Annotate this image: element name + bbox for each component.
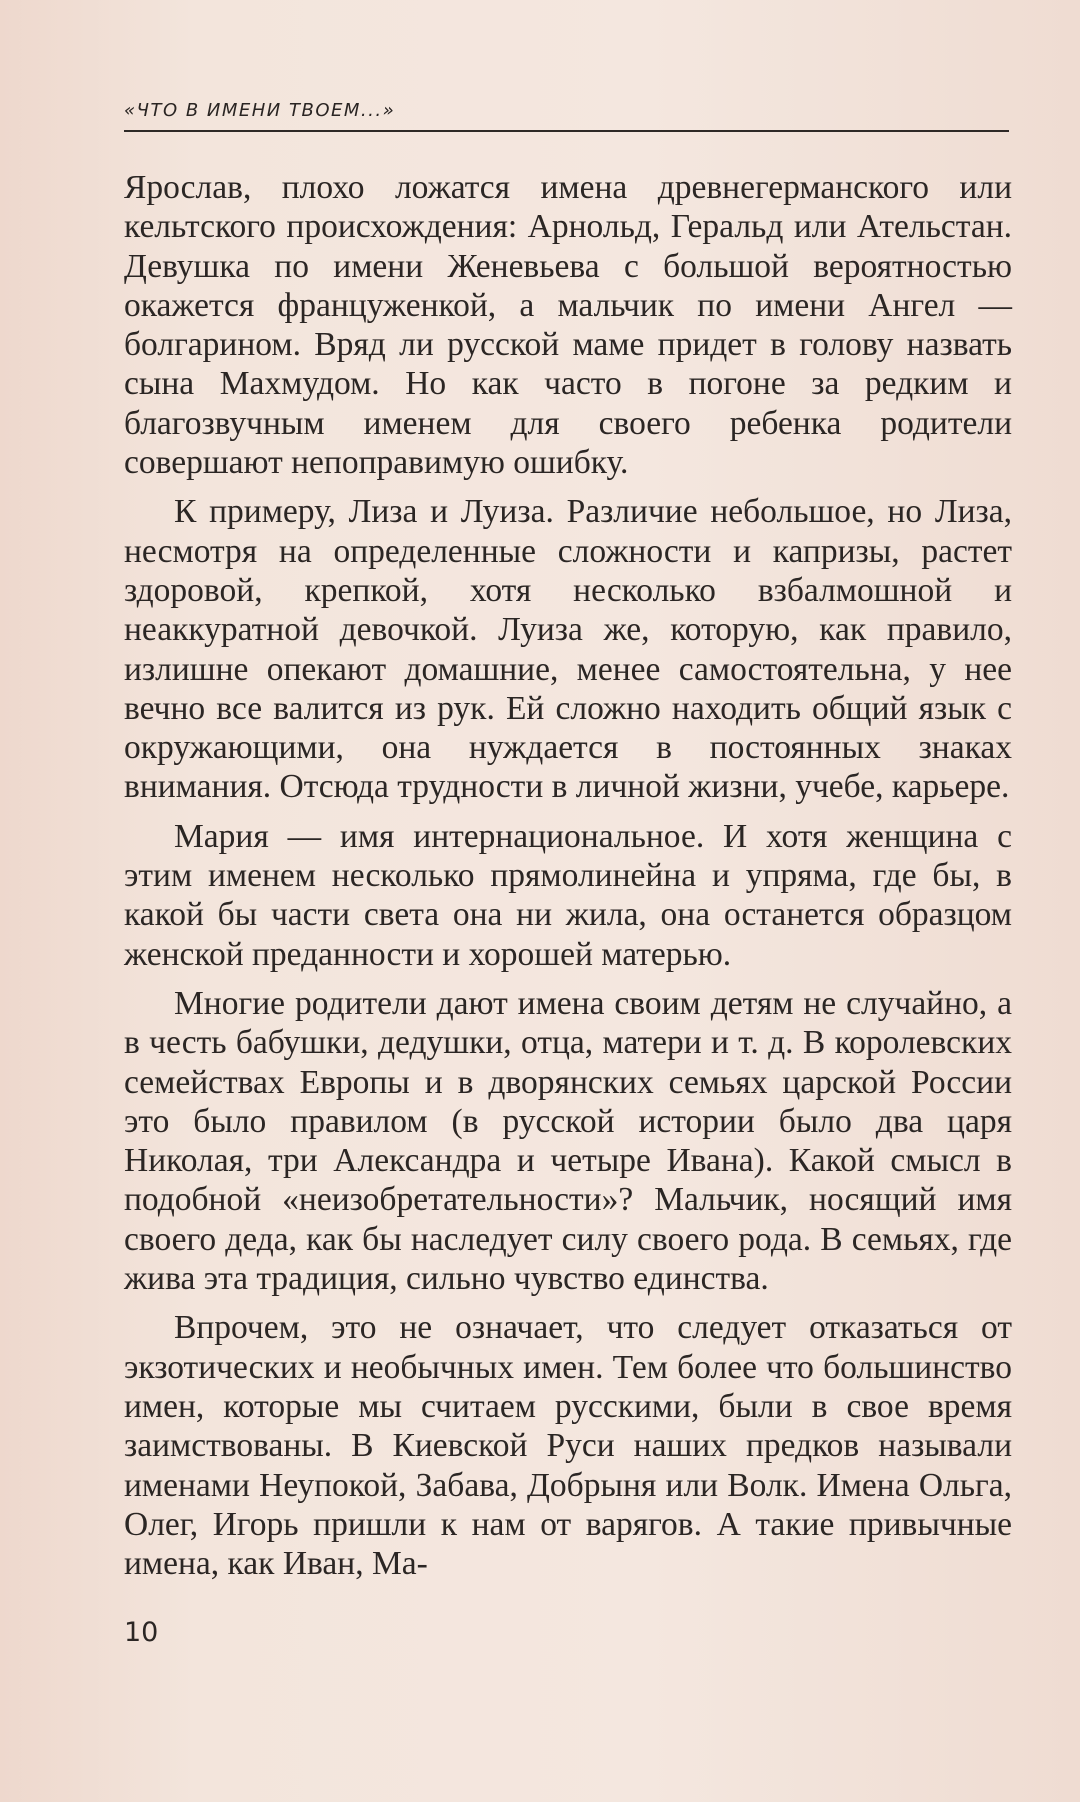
page-number: 10	[124, 1617, 159, 1648]
running-head: «ЧТО В ИМЕНИ ТВОЕМ...»	[124, 100, 396, 121]
paragraph-3: Мария — имя интернациональное. И хотя женщина с этим именем несколько прямолинейна и упряма, где бы, в какой бы части света она ни жила, она останется образцом женской преданности и хорошей матерью.	[124, 817, 1012, 973]
header-rule	[124, 130, 1009, 132]
paragraph-5: Впрочем, это не означает, что следует отказаться от экзотических и необычных имен. Тем более что большинство имен, которые мы считаем русскими, были в свое время заимствованы. В Киевской Руси наших предков называли именами Неупокой, Забава, Добрыня или Волк. Имена Ольга, Олег, Игорь пришли к нам от варягов. А такие привычные имена, как Иван, Ма-	[124, 1309, 1012, 1583]
paragraph-2: К примеру, Лиза и Луиза. Различие небольшое, но Лиза, несмотря на определенные сложности и капризы, растет здоровой, крепкой, хотя несколько взбалмошной и неаккуратной девочкой. Луиза же, которую, как правило, излишне опекают домашние, менее самостоятельна, у нее вечно все валится из рук. Ей сложно находить общий язык с окружающими, она нуждается в постоянных знаках внимания. Отсюда трудности в личной жизни, учебе, карьере.	[124, 493, 1012, 806]
paragraph-4: Многие родители дают имена своим детям не случайно, а в честь бабушки, дедушки, отца, матери и т. д. В королевских семействах Европы и в дворянских семьях царской России это было правилом (в русской истории было два царя Николая, три Александра и четыре Ивана). Какой смысл в подобной «неизобретательности»? Мальчик, носящий имя своего деда, как бы наследует силу своего рода. В семьях, где жива эта традиция, сильно чувство единства.	[124, 984, 1012, 1298]
body-text	[124, 168, 1012, 1583]
paragraph-1: Ярослав, плохо ложатся имена древнегерманского или кельтского происхождения: Арнольд, Геральд или Ательстан. Девушка по имени Женевьева с большой вероятностью окажется француженкой, а мальчик по имени Ангел — болгарином. Вряд ли русской маме придет в голову назвать сына Махмудом. Но как часто в погоне за редким и благозвучным именем для своего ребенка родители совершают непоправимую ошибку.	[124, 169, 1012, 482]
